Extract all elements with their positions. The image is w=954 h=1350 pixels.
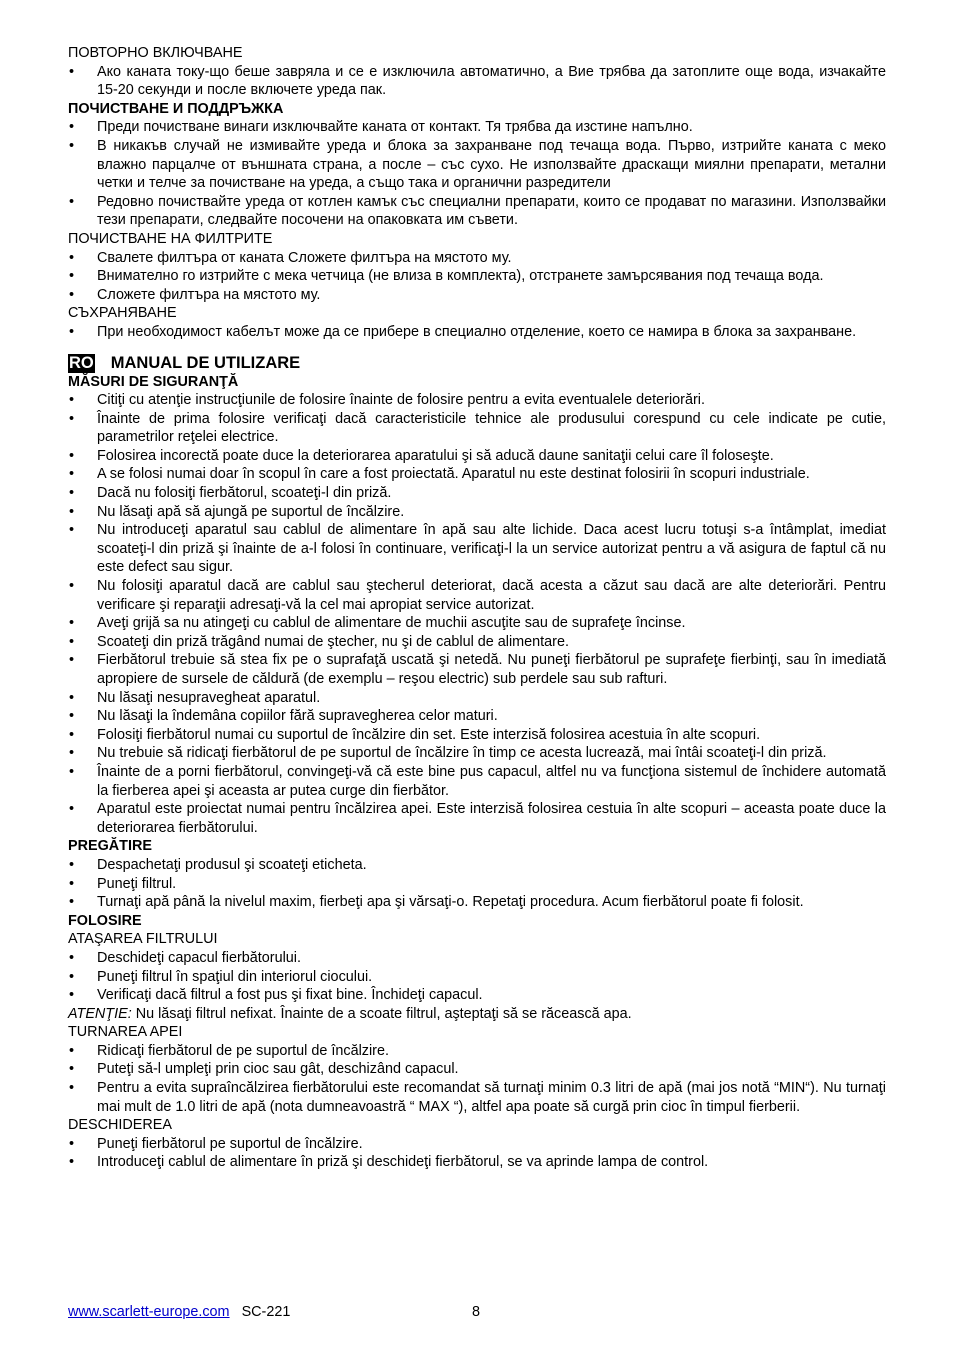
list-item bbox=[68, 968, 886, 987]
use-heading: FOLOSIRE bbox=[68, 912, 142, 929]
list-item bbox=[68, 763, 886, 800]
list-item bbox=[68, 726, 886, 745]
list-item bbox=[68, 800, 886, 837]
bullet-icon: • bbox=[69, 689, 75, 706]
list-item-text: Despachetaţi produsul şi scoateţi eticheta. bbox=[97, 856, 367, 873]
list-item bbox=[68, 391, 886, 410]
bullet-icon: • bbox=[69, 652, 75, 669]
list-item-text: В никакъв случай не измивайте уреда и блока за захранване под течаща вода. Първо, изтрийте каната с меко влажно парцалче от външната страна, а после – със сухо. Не използвайте драскащи миялни препарати, метални четки и телче за почистване на уреда, а също така и органични разредители bbox=[97, 137, 886, 192]
safety-list bbox=[68, 391, 886, 837]
list-item bbox=[68, 465, 886, 484]
list-item-text: Ако каната току-що беше завряла и се е изключила автоматично, а Вие трябва да затоплите още вода, изчакайте 15-20 секунди и после включете уреда пак. bbox=[97, 63, 886, 99]
bullet-icon: • bbox=[69, 615, 75, 632]
bullet-icon: • bbox=[69, 119, 75, 136]
pour-heading: TURNAREA APEI bbox=[68, 1024, 183, 1041]
storage-heading: СЪХРАНЯВАНЕ bbox=[68, 305, 177, 322]
list-item bbox=[68, 249, 886, 268]
bullet-icon: • bbox=[69, 249, 75, 266]
list-item-text: Nu folosiţi aparatul dacă are cablul sau ştecherul deteriorat, dacă acesta a căzut sau dacă are alte deteriorări. Pentru verificare şi reparaţii adresaţi-vă la cel mai apropiat service autorizat. bbox=[97, 578, 886, 613]
list-item bbox=[68, 503, 886, 522]
bullet-icon: • bbox=[69, 485, 75, 502]
list-item-text: Ridicaţi fierbătorul de pe suportul de încălzire. bbox=[97, 1042, 389, 1059]
list-item bbox=[68, 744, 886, 763]
bullet-icon: • bbox=[69, 968, 75, 985]
list-item bbox=[68, 323, 886, 342]
bullet-icon: • bbox=[69, 708, 75, 725]
bullet-icon: • bbox=[69, 268, 75, 285]
list-item-text: Puneţi fierbătorul pe suportul de încălzire. bbox=[97, 1135, 363, 1152]
cleaning-list bbox=[68, 118, 886, 230]
list-item-text: Scoateţi din priză trăgând numai de ştecher, nu şi de cablul de alimentare. bbox=[97, 633, 569, 650]
list-item-text: Verificaţi dacă filtrul a fost pus şi fixat bine. Închideţi capacul. bbox=[97, 987, 483, 1004]
bullet-icon: • bbox=[69, 447, 75, 464]
list-item bbox=[68, 118, 886, 137]
list-item bbox=[68, 484, 886, 503]
list-item bbox=[68, 1135, 886, 1154]
list-item-text: Citiţi cu atenţie instrucţiunile de folosire înainte de folosire pentru a evita eventualele deteriorări. bbox=[97, 392, 705, 409]
list-item bbox=[68, 286, 886, 305]
list-item-text: Înainte de a porni fierbătorul, convingeţi-vă că este bine pus capacul, altfel nu va funcţiona sistemul de închidere automată la fierberea apei şi aceasta ar putea curge din fierbător. bbox=[97, 763, 886, 799]
model-number: SC-221 bbox=[241, 1304, 291, 1320]
list-item-text: Dacă nu folosiţi fierbătorul, scoateţi-l din priză. bbox=[97, 485, 392, 502]
list-item-text: Folosirea incorectă poate duce la deteriorarea aparatului şi să aducă daune sanitaţii celui care îl foloseşte. bbox=[97, 447, 774, 464]
filter-cleaning-list bbox=[68, 249, 886, 305]
list-item bbox=[68, 1153, 886, 1172]
prep-list bbox=[68, 856, 886, 912]
list-item-text: Aveţi grijă sa nu atingeţi cu cablul de alimentare de muchii ascuţite sau de suprafeţe încinse. bbox=[97, 615, 686, 632]
attention-text: Nu lăsaţi filtrul nefixat. Înainte de a scoate filtrul, aşteptaţi să se răcească apa. bbox=[131, 1005, 632, 1022]
list-item bbox=[68, 1060, 886, 1079]
list-item-text: Преди почистване винаги изключвайте каната от контакт. Тя трябва да изстине напълно. bbox=[97, 119, 693, 136]
storage-list bbox=[68, 323, 886, 342]
section-title: MANUAL DE UTILIZARE bbox=[110, 353, 301, 372]
bullet-icon: • bbox=[69, 633, 75, 650]
safety-heading: MĂSURI DE SIGURANŢĂ bbox=[68, 373, 239, 390]
bullet-icon: • bbox=[69, 1061, 75, 1078]
list-item bbox=[68, 447, 886, 466]
bullet-icon: • bbox=[69, 522, 75, 539]
list-item-text: Nu introduceţi aparatul sau cablul de alimentare în apă sau alte lichide. Daca acest lucru totuşi s-a întâmplat, imediat scoateţi-l din priză şi înainte de a-l folosi în continuare, verificaţi-l la un service autorizat pentru a vă asigura de faptul că nu este defect sau sigur. bbox=[97, 522, 886, 576]
bullet-icon: • bbox=[69, 1135, 75, 1152]
bullet-icon: • bbox=[69, 323, 75, 340]
bullet-icon: • bbox=[69, 392, 75, 409]
list-item bbox=[68, 193, 886, 230]
list-item bbox=[68, 986, 886, 1005]
list-item-text: Внимателно го изтрийте с мека четчица (не влиза в комплекта), отстранете замърсявания под течаща вода. bbox=[97, 268, 824, 285]
bullet-icon: • bbox=[69, 801, 75, 818]
list-item bbox=[68, 875, 886, 894]
list-item bbox=[68, 856, 886, 875]
bullet-icon: • bbox=[69, 875, 75, 892]
list-item-text: Pentru a evita supraîncălzirea fierbătorului este recomandat să turnaţi minim 0.3 litri de apă (mai jos notă “MIN“). Nu turnaţi mai mult de 1.0 litri de apă (nota dumneavoastră “ MAX “), altfel apa poate să curgă prin cioc în timpul fierberii. bbox=[97, 1080, 886, 1115]
list-item bbox=[68, 689, 886, 708]
list-item-text: Turnaţi apă până la nivelul maxim, fierbeţi apa şi vărsaţi-o. Repetaţi procedura. Acum fierbătorul poate fi folosit. bbox=[97, 894, 804, 911]
pour-list bbox=[68, 1042, 886, 1116]
list-item bbox=[68, 614, 886, 633]
page-footer bbox=[68, 1304, 886, 1320]
bullet-icon: • bbox=[69, 745, 75, 762]
list-item bbox=[68, 633, 886, 652]
open-heading: DESCHIDEREA bbox=[68, 1117, 172, 1134]
list-item-text: Puneţi filtrul în spaţiul din interiorul ciocului. bbox=[97, 968, 373, 985]
prep-heading: PREGĂTIRE bbox=[68, 838, 152, 855]
bullet-icon: • bbox=[69, 1080, 75, 1097]
attention-label: ATENŢIE: bbox=[68, 1005, 132, 1022]
list-item-text: Nu lăsaţi apă să ajungă pe suportul de încălzire. bbox=[97, 503, 405, 520]
bullet-icon: • bbox=[69, 987, 75, 1004]
bullet-icon: • bbox=[69, 726, 75, 743]
list-item bbox=[68, 521, 886, 577]
list-item-text: Редовно почиствайте уреда от котлен камък със специални препарати, които се продават по магазини. Използвайки тези препарати, следвайте посочени на опаковката им съвети. bbox=[97, 193, 886, 229]
bullet-icon: • bbox=[69, 763, 75, 780]
list-item bbox=[68, 63, 886, 100]
list-item bbox=[68, 1079, 886, 1116]
bullet-icon: • bbox=[69, 1042, 75, 1059]
bullet-icon: • bbox=[69, 466, 75, 483]
list-item-text: При необходимост кабелът може да се прибере в специално отделение, което се намира в блока за захранване. bbox=[97, 323, 857, 340]
cleaning-heading: ПОЧИСТВАНЕ И ПОДДРЪЖКА bbox=[68, 100, 284, 117]
attention-note bbox=[68, 1005, 886, 1024]
list-item-text: Aparatul este proiectat numai pentru încălzirea apei. Este interzisă folosirea cestuia în alte scopuri – aceasta poate duce la deteriorarea fierbătorului. bbox=[97, 801, 886, 836]
reheat-heading: ПОВТОРНО ВКЛЮЧВАНЕ bbox=[68, 45, 243, 61]
attach-filter-list bbox=[68, 949, 886, 1005]
list-item-text: Puneţi filtrul. bbox=[97, 875, 177, 892]
bullet-icon: • bbox=[69, 410, 75, 427]
manual-page bbox=[68, 44, 886, 1172]
bullet-icon: • bbox=[69, 286, 75, 303]
bullet-icon: • bbox=[69, 856, 75, 873]
ro-section-header bbox=[68, 354, 886, 373]
list-item-text: Introduceţi cablul de alimentare în priză şi deschideţi fierbătorul, se va aprinde lampa de control. bbox=[97, 1154, 709, 1171]
list-item bbox=[68, 410, 886, 447]
list-item bbox=[68, 707, 886, 726]
list-item bbox=[68, 267, 886, 286]
list-item bbox=[68, 1042, 886, 1061]
attach-filter-heading: ATAŞAREA FILTRULUI bbox=[68, 931, 218, 948]
list-item bbox=[68, 651, 886, 688]
list-item-text: Deschideţi capacul fierbătorului. bbox=[97, 949, 301, 966]
list-item bbox=[68, 949, 886, 968]
bullet-icon: • bbox=[69, 894, 75, 911]
list-item-text: Nu lăsaţi nesupravegheat aparatul. bbox=[97, 689, 321, 706]
bullet-icon: • bbox=[69, 503, 75, 520]
bullet-icon: • bbox=[69, 63, 75, 80]
list-item-text: Свалете филтъра от каната Сложете филтъра на мястото му. bbox=[97, 249, 512, 266]
list-item-text: Fierbătorul trebuie să stea fix pe o suprafaţă uscată şi netedă. Nu puneţi fierbătorul pe suprafeţe fierbinţi, sau în imediată apropiere de sursele de căldură (de exemplu – reşou electric) sub perdele sau sub rafturi. bbox=[97, 652, 886, 687]
bullet-icon: • bbox=[69, 949, 75, 966]
page-number: 8 bbox=[472, 1304, 481, 1320]
open-list bbox=[68, 1135, 886, 1172]
list-item-text: A se folosi numai doar în scopul în care a fost proiectată. Aparatul nu este destinat folosirii în scopuri industriale. bbox=[97, 466, 810, 483]
list-item-text: Puteţi să-l umpleţi prin cioc sau gât, deschizând capacul. bbox=[97, 1061, 459, 1078]
list-item bbox=[68, 577, 886, 614]
bullet-icon: • bbox=[69, 193, 75, 210]
list-item-text: Сложете филтъра на мястото му. bbox=[97, 286, 321, 303]
list-item bbox=[68, 893, 886, 912]
list-item-text: Nu lăsaţi la îndemâna copiilor fără supravegherea celor maturi. bbox=[97, 708, 498, 725]
filter-cleaning-heading: ПОЧИСТВАНЕ НА ФИЛТРИТЕ bbox=[68, 230, 273, 247]
reheat-list bbox=[68, 63, 886, 100]
bullet-icon: • bbox=[69, 1154, 75, 1171]
list-item bbox=[68, 137, 886, 193]
list-item-text: Înainte de prima folosire verificaţi dacă caracteristicile tehnice ale produsului corespund cu cele indicate pe cutie, parametrilor reţelei electrice. bbox=[97, 410, 886, 446]
list-item-text: Nu trebuie să ridicaţi fierbătorul de pe suportul de încălzire în timp ce acesta lucrează, mai întâi scoateţi-l din priză. bbox=[97, 745, 827, 762]
language-badge: RO bbox=[69, 353, 94, 372]
website-link[interactable]: www.scarlett-europe.com bbox=[68, 1304, 230, 1320]
bullet-icon: • bbox=[69, 578, 75, 595]
list-item-text: Folosiţi fierbătorul numai cu suportul de încălzire din set. Este interzisă folosirea acestuia în alte scopuri. bbox=[97, 726, 761, 743]
bullet-icon: • bbox=[69, 137, 75, 154]
